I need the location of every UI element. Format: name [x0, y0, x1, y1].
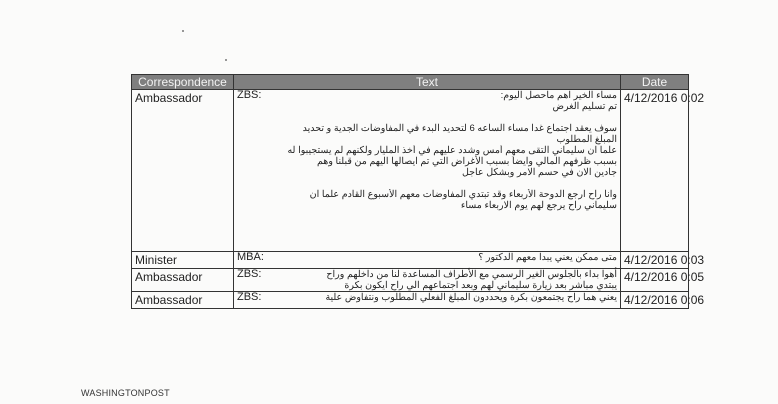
sender-prefix: ZBS: — [237, 291, 262, 303]
message-line: متى ممكن يعني يبدا معهم الدكتور ؟ — [478, 252, 617, 263]
message-line: علما ان سليماني التقى معهم أمس وشدد عليهم في أخذ المليار ولكنهم لم يستجيبوا له — [287, 145, 617, 156]
sender-prefix: ZBS: — [237, 268, 262, 280]
message-first-line — [237, 292, 617, 303]
correspondence-cell: Ambassador — [132, 292, 234, 309]
source-watermark: WASHINGTONPOST — [81, 388, 170, 398]
message-gap — [237, 178, 617, 189]
correspondence-cell: Minister — [132, 252, 234, 269]
correspondence-table — [131, 74, 705, 309]
message-line: أهوا بداء بالجلوس الغير الرسمي مع الأطراف المساعدة لنا من داخلهم وراح — [326, 269, 617, 280]
table-row — [132, 252, 689, 269]
message-line: يبتدي مباشر بعد زيارة سليماني لهم وبعد اجتماعهم الي راح ايكون بكرة — [344, 280, 617, 291]
message-line: مساء الخير اهم ماحصل اليوم: — [500, 90, 617, 101]
header-text: Text — [234, 75, 621, 90]
message-cell — [234, 269, 621, 292]
correspondence-cell: Ambassador — [132, 90, 234, 252]
message-cell — [234, 90, 621, 252]
message-first-line — [237, 90, 617, 101]
table-row — [132, 90, 689, 252]
table-row — [132, 269, 689, 292]
sender-prefix: ZBS: — [237, 89, 262, 101]
date-cell: 4/12/2016 0:02 — [621, 90, 689, 252]
table-header-row — [132, 75, 689, 90]
message-line: المبلغ المطلوب — [556, 134, 617, 145]
message-cell — [234, 252, 621, 269]
header-date: Date — [621, 75, 689, 90]
message-line: جادين الان في حسم الامر وبشكل عاجل — [461, 167, 617, 178]
message-line: يعني هما راح يجتمعون بكرة ويحددون المبلغ الفعلي المطلوب ونتفاوض علية — [325, 292, 617, 303]
table-row — [132, 292, 689, 309]
message-line: وانا راح ارجع الدوحة الأربعاء وقد تبتدي المفاوضات معهم الأسبوع القادم علما ان — [309, 189, 617, 200]
scan-speck — [182, 30, 184, 32]
sender-prefix: MBA: — [237, 251, 264, 263]
message-line: سليماني راح يرجع لهم يوم الاربعاء مساء — [460, 200, 617, 211]
message-gap — [237, 112, 617, 123]
header-correspondence: Correspondence — [132, 75, 234, 90]
date-cell: 4/12/2016 0:03 — [621, 252, 689, 269]
message-line: بسبب ظرفهم المالي وايضاً بسبب الأغراض التي تم ايصالها اليهم من قبلنا وهم — [316, 156, 617, 167]
message-line: تم تسليم الغرض — [552, 101, 617, 112]
message-cell — [234, 292, 621, 309]
message-first-line — [237, 252, 617, 263]
scan-speck — [225, 59, 227, 61]
date-cell: 4/12/2016 0:06 — [621, 292, 689, 309]
message-line: سوف يعقد اجتماع غدا مساء الساعه 6 لتحديد البدء في المفاوضات الجدية و تحديد — [302, 123, 617, 134]
date-cell: 4/12/2016 0:05 — [621, 269, 689, 292]
correspondence-cell: Ambassador — [132, 269, 234, 292]
message-first-line — [237, 269, 617, 280]
